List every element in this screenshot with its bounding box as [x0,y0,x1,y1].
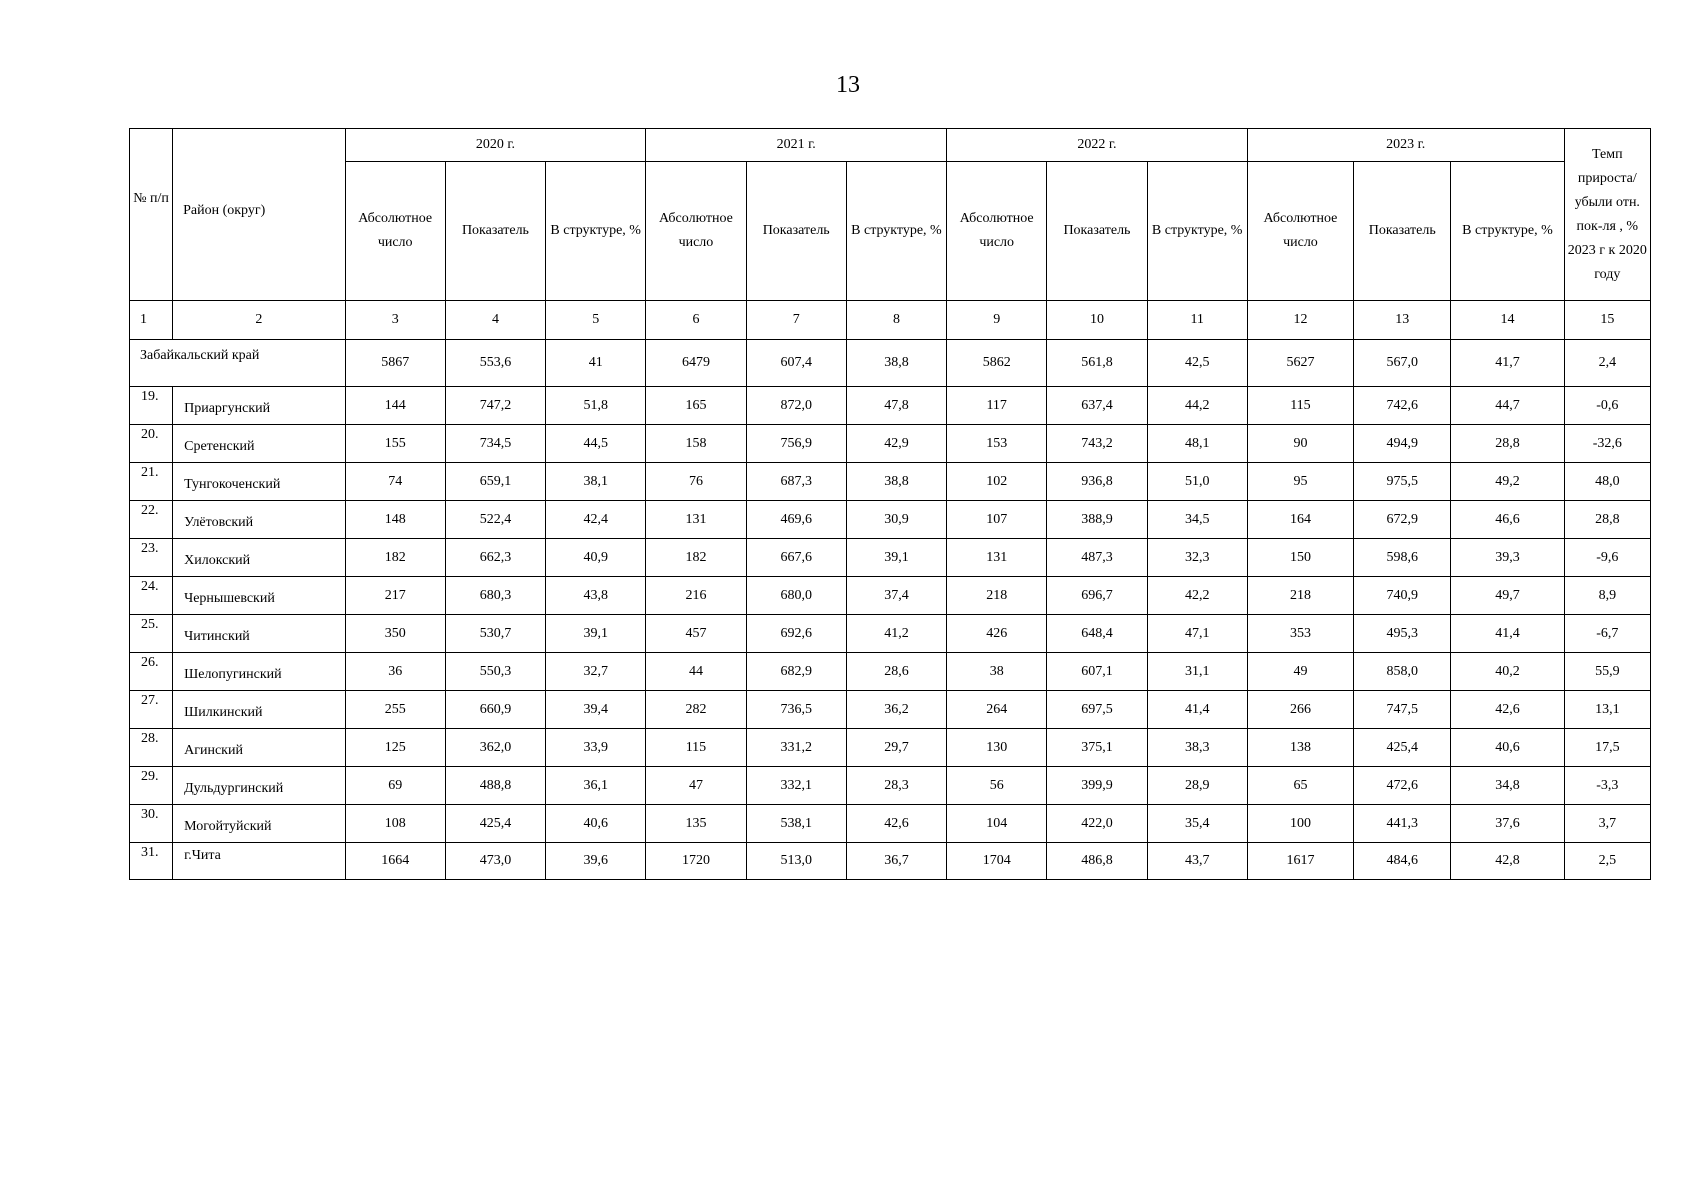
row-value-cell: 46,6 [1451,501,1564,539]
row-value-cell: 425,4 [445,805,545,843]
row-index-cell: 25. [130,615,173,653]
row-value-cell: 36,2 [846,691,946,729]
row-value-cell: 43,8 [546,577,646,615]
column-number-cell: 11 [1147,301,1247,340]
table-row [130,425,1651,463]
column-number-cell: 4 [445,301,545,340]
row-value-cell: 131 [646,501,746,539]
row-value-cell: 742,6 [1354,387,1451,425]
row-value-cell: 43,7 [1147,843,1247,880]
row-value-cell: 682,9 [746,653,846,691]
row-value-cell: 35,4 [1147,805,1247,843]
row-value-cell: 426 [947,615,1047,653]
row-value-cell: 49 [1247,653,1353,691]
row-district-name-cell: Чернышевский [173,577,345,615]
row-district-name-cell: Хилокский [173,539,345,577]
column-number-cell: 9 [947,301,1047,340]
column-number-cell: 12 [1247,301,1353,340]
row-value-cell: 39,1 [546,615,646,653]
row-value-cell: 740,9 [1354,577,1451,615]
row-value-cell: 399,9 [1047,767,1147,805]
header-abs: Абсолютное число [646,162,746,301]
row-value-cell: 494,9 [1354,425,1451,463]
statistics-table [129,128,1651,880]
row-district-name-cell: Агинский [173,729,345,767]
column-number-cell: 3 [345,301,445,340]
row-value-cell: 484,6 [1354,843,1451,880]
row-index-cell: 31. [130,843,173,880]
row-value-cell: 131 [947,539,1047,577]
column-number-cell: 13 [1354,301,1451,340]
row-index-cell: 29. [130,767,173,805]
row-value-cell: 550,3 [445,653,545,691]
total-row-value-cell: 2,4 [1564,340,1650,387]
page-number: 13 [836,72,860,98]
row-value-cell: 138 [1247,729,1353,767]
header-growth-rate: Темп прироста/ убыли отн. пок-ля , % 2023 г к 2020 году [1564,129,1650,301]
row-value-cell: 39,1 [846,539,946,577]
row-value-cell: 264 [947,691,1047,729]
row-value-cell: 42,8 [1451,843,1564,880]
row-value-cell: 115 [1247,387,1353,425]
row-district-name-cell: Дульдургинский [173,767,345,805]
header-year-2023: 2023 г. [1247,129,1564,162]
row-value-cell: 756,9 [746,425,846,463]
row-value-cell: 28,8 [1564,501,1650,539]
row-index-cell: 19. [130,387,173,425]
table-row [130,805,1651,843]
row-district-name-cell: Приаргунский [173,387,345,425]
row-value-cell: 353 [1247,615,1353,653]
row-value-cell: 40,6 [546,805,646,843]
row-value-cell: 441,3 [1354,805,1451,843]
row-value-cell: 530,7 [445,615,545,653]
row-value-cell: 150 [1247,539,1353,577]
total-row-value-cell: 38,8 [846,340,946,387]
total-row-value-cell: 561,8 [1047,340,1147,387]
column-number-cell: 2 [173,301,345,340]
row-value-cell: 107 [947,501,1047,539]
row-value-cell: 38,8 [846,463,946,501]
total-row-name: Забайкальский край [130,340,346,387]
row-value-cell: 607,1 [1047,653,1147,691]
row-value-cell: 218 [947,577,1047,615]
total-row-value-cell: 5867 [345,340,445,387]
total-row-value-cell: 567,0 [1354,340,1451,387]
total-row-value-cell: 6479 [646,340,746,387]
row-value-cell: 696,7 [1047,577,1147,615]
row-value-cell: 425,4 [1354,729,1451,767]
row-value-cell: 266 [1247,691,1353,729]
header-row-subcolumns [130,162,1651,301]
row-value-cell: 687,3 [746,463,846,501]
row-value-cell: 29,7 [846,729,946,767]
row-index-cell: 30. [130,805,173,843]
row-value-cell: 734,5 [445,425,545,463]
table-row [130,691,1651,729]
row-value-cell: 1664 [345,843,445,880]
row-value-cell: 47,8 [846,387,946,425]
row-value-cell: 422,0 [1047,805,1147,843]
row-value-cell: 637,4 [1047,387,1147,425]
row-value-cell: 36,7 [846,843,946,880]
header-pok: Показатель [746,162,846,301]
row-value-cell: 37,6 [1451,805,1564,843]
row-value-cell: 28,8 [1451,425,1564,463]
row-value-cell: 39,6 [546,843,646,880]
row-value-cell: 975,5 [1354,463,1451,501]
row-value-cell: 8,9 [1564,577,1650,615]
row-value-cell: -6,7 [1564,615,1650,653]
row-index-cell: 28. [130,729,173,767]
header-pok: Показатель [1354,162,1451,301]
row-value-cell: 743,2 [1047,425,1147,463]
row-value-cell: 38,3 [1147,729,1247,767]
row-district-name-cell: г.Чита [173,843,345,880]
row-value-cell: 218 [1247,577,1353,615]
row-value-cell: 488,8 [445,767,545,805]
header-year-2021: 2021 г. [646,129,947,162]
header-row-years [130,129,1651,162]
row-value-cell: 872,0 [746,387,846,425]
row-value-cell: 104 [947,805,1047,843]
table-row [130,843,1651,880]
row-index-cell: 27. [130,691,173,729]
header-row-column-numbers [130,301,1651,340]
header-year-2022: 2022 г. [947,129,1248,162]
row-value-cell: 95 [1247,463,1353,501]
row-value-cell: 747,5 [1354,691,1451,729]
total-row-value-cell: 553,6 [445,340,545,387]
row-value-cell: 736,5 [746,691,846,729]
row-value-cell: 158 [646,425,746,463]
row-value-cell: 473,0 [445,843,545,880]
row-value-cell: -9,6 [1564,539,1650,577]
row-value-cell: 47,1 [1147,615,1247,653]
header-str: В структуре, % [1147,162,1247,301]
row-value-cell: 38,1 [546,463,646,501]
row-value-cell: 486,8 [1047,843,1147,880]
row-value-cell: 362,0 [445,729,545,767]
row-district-name-cell: Шилкинский [173,691,345,729]
row-value-cell: 350 [345,615,445,653]
row-value-cell: 144 [345,387,445,425]
total-row-value-cell: 607,4 [746,340,846,387]
total-row-value-cell: 5862 [947,340,1047,387]
row-district-name-cell: Сретенский [173,425,345,463]
row-value-cell: 49,7 [1451,577,1564,615]
row-value-cell: 42,9 [846,425,946,463]
row-value-cell: 648,4 [1047,615,1147,653]
row-value-cell: 41,2 [846,615,946,653]
row-value-cell: 469,6 [746,501,846,539]
row-value-cell: 182 [646,539,746,577]
row-index-cell: 21. [130,463,173,501]
row-value-cell: 41,4 [1147,691,1247,729]
row-value-cell: 48,0 [1564,463,1650,501]
row-value-cell: 38 [947,653,1047,691]
row-value-cell: 182 [345,539,445,577]
table-row [130,729,1651,767]
column-number-cell: 7 [746,301,846,340]
row-value-cell: 1704 [947,843,1047,880]
row-value-cell: 102 [947,463,1047,501]
row-value-cell: 155 [345,425,445,463]
row-value-cell: 90 [1247,425,1353,463]
header-pok: Показатель [445,162,545,301]
row-value-cell: 115 [646,729,746,767]
row-value-cell: 457 [646,615,746,653]
row-value-cell: 522,4 [445,501,545,539]
row-value-cell: 41,4 [1451,615,1564,653]
row-value-cell: 44,7 [1451,387,1564,425]
row-value-cell: 49,2 [1451,463,1564,501]
row-value-cell: 30,9 [846,501,946,539]
row-value-cell: 31,1 [1147,653,1247,691]
row-district-name-cell: Могойтуйский [173,805,345,843]
header-pok: Показатель [1047,162,1147,301]
row-value-cell: 388,9 [1047,501,1147,539]
table-row [130,539,1651,577]
row-value-cell: 40,6 [1451,729,1564,767]
header-str: В структуре, % [846,162,946,301]
row-value-cell: 697,5 [1047,691,1147,729]
header-year-2020: 2020 г. [345,129,646,162]
row-value-cell: 48,1 [1147,425,1247,463]
row-value-cell: 44,5 [546,425,646,463]
row-value-cell: 667,6 [746,539,846,577]
column-number-cell: 10 [1047,301,1147,340]
row-value-cell: 28,9 [1147,767,1247,805]
row-value-cell: 36,1 [546,767,646,805]
column-number-cell: 8 [846,301,946,340]
row-value-cell: 662,3 [445,539,545,577]
row-value-cell: 39,4 [546,691,646,729]
row-value-cell: 153 [947,425,1047,463]
row-value-cell: -0,6 [1564,387,1650,425]
row-value-cell: 17,5 [1564,729,1650,767]
row-value-cell: 44 [646,653,746,691]
row-value-cell: 130 [947,729,1047,767]
row-value-cell: 51,8 [546,387,646,425]
row-value-cell: 42,6 [1451,691,1564,729]
row-value-cell: 42,4 [546,501,646,539]
row-value-cell: 69 [345,767,445,805]
row-value-cell: 692,6 [746,615,846,653]
row-district-name-cell: Шелопугинский [173,653,345,691]
row-value-cell: 36 [345,653,445,691]
total-row-value-cell: 41 [546,340,646,387]
row-value-cell: 598,6 [1354,539,1451,577]
row-value-cell: -32,6 [1564,425,1650,463]
row-value-cell: 76 [646,463,746,501]
column-number-cell: 1 [130,301,173,340]
header-abs: Абсолютное число [345,162,445,301]
total-row-value-cell: 5627 [1247,340,1353,387]
row-value-cell: 47 [646,767,746,805]
row-value-cell: 487,3 [1047,539,1147,577]
row-value-cell: 217 [345,577,445,615]
header-np: № п/п [130,129,173,301]
row-value-cell: 165 [646,387,746,425]
row-value-cell: 495,3 [1354,615,1451,653]
row-index-cell: 26. [130,653,173,691]
row-index-cell: 23. [130,539,173,577]
row-value-cell: 42,2 [1147,577,1247,615]
table-row [130,463,1651,501]
row-value-cell: 659,1 [445,463,545,501]
column-number-cell: 14 [1451,301,1564,340]
row-index-cell: 22. [130,501,173,539]
row-value-cell: 37,4 [846,577,946,615]
row-index-cell: 24. [130,577,173,615]
table-row [130,577,1651,615]
row-district-name-cell: Читинский [173,615,345,653]
row-value-cell: 33,9 [546,729,646,767]
row-value-cell: 34,5 [1147,501,1247,539]
table-row [130,387,1651,425]
total-row-value-cell: 42,5 [1147,340,1247,387]
row-value-cell: 28,6 [846,653,946,691]
row-value-cell: 28,3 [846,767,946,805]
header-rayon: Район (округ) [173,129,345,301]
column-number-cell: 5 [546,301,646,340]
row-value-cell: 660,9 [445,691,545,729]
row-value-cell: 2,5 [1564,843,1650,880]
row-value-cell: 32,3 [1147,539,1247,577]
row-value-cell: 148 [345,501,445,539]
row-value-cell: 135 [646,805,746,843]
row-value-cell: 375,1 [1047,729,1147,767]
row-district-name-cell: Улётовский [173,501,345,539]
row-value-cell: 672,9 [1354,501,1451,539]
row-value-cell: 3,7 [1564,805,1650,843]
row-value-cell: 34,8 [1451,767,1564,805]
row-value-cell: 42,6 [846,805,946,843]
row-value-cell: 55,9 [1564,653,1650,691]
column-number-cell: 15 [1564,301,1650,340]
row-value-cell: 680,3 [445,577,545,615]
header-str: В структуре, % [546,162,646,301]
row-value-cell: 282 [646,691,746,729]
table-row-total [130,340,1651,387]
row-value-cell: 538,1 [746,805,846,843]
table-row [130,767,1651,805]
row-value-cell: 39,3 [1451,539,1564,577]
table-row [130,615,1651,653]
row-value-cell: 74 [345,463,445,501]
row-value-cell: 255 [345,691,445,729]
row-value-cell: 936,8 [1047,463,1147,501]
row-value-cell: 117 [947,387,1047,425]
row-value-cell: 51,0 [1147,463,1247,501]
table-row [130,501,1651,539]
row-value-cell: 13,1 [1564,691,1650,729]
row-value-cell: 65 [1247,767,1353,805]
row-value-cell: 472,6 [1354,767,1451,805]
row-value-cell: 56 [947,767,1047,805]
row-value-cell: -3,3 [1564,767,1650,805]
column-number-cell: 6 [646,301,746,340]
row-district-name-cell: Тунгокоченский [173,463,345,501]
row-value-cell: 331,2 [746,729,846,767]
row-value-cell: 1617 [1247,843,1353,880]
row-value-cell: 216 [646,577,746,615]
row-value-cell: 44,2 [1147,387,1247,425]
row-value-cell: 1720 [646,843,746,880]
row-value-cell: 108 [345,805,445,843]
header-abs: Абсолютное число [947,162,1047,301]
header-str: В структуре, % [1451,162,1564,301]
row-value-cell: 332,1 [746,767,846,805]
row-value-cell: 858,0 [1354,653,1451,691]
header-abs: Абсолютное число [1247,162,1353,301]
row-value-cell: 164 [1247,501,1353,539]
table-row [130,653,1651,691]
row-value-cell: 32,7 [546,653,646,691]
row-index-cell: 20. [130,425,173,463]
total-row-value-cell: 41,7 [1451,340,1564,387]
row-value-cell: 100 [1247,805,1353,843]
row-value-cell: 680,0 [746,577,846,615]
row-value-cell: 747,2 [445,387,545,425]
row-value-cell: 513,0 [746,843,846,880]
row-value-cell: 40,2 [1451,653,1564,691]
row-value-cell: 125 [345,729,445,767]
row-value-cell: 40,9 [546,539,646,577]
